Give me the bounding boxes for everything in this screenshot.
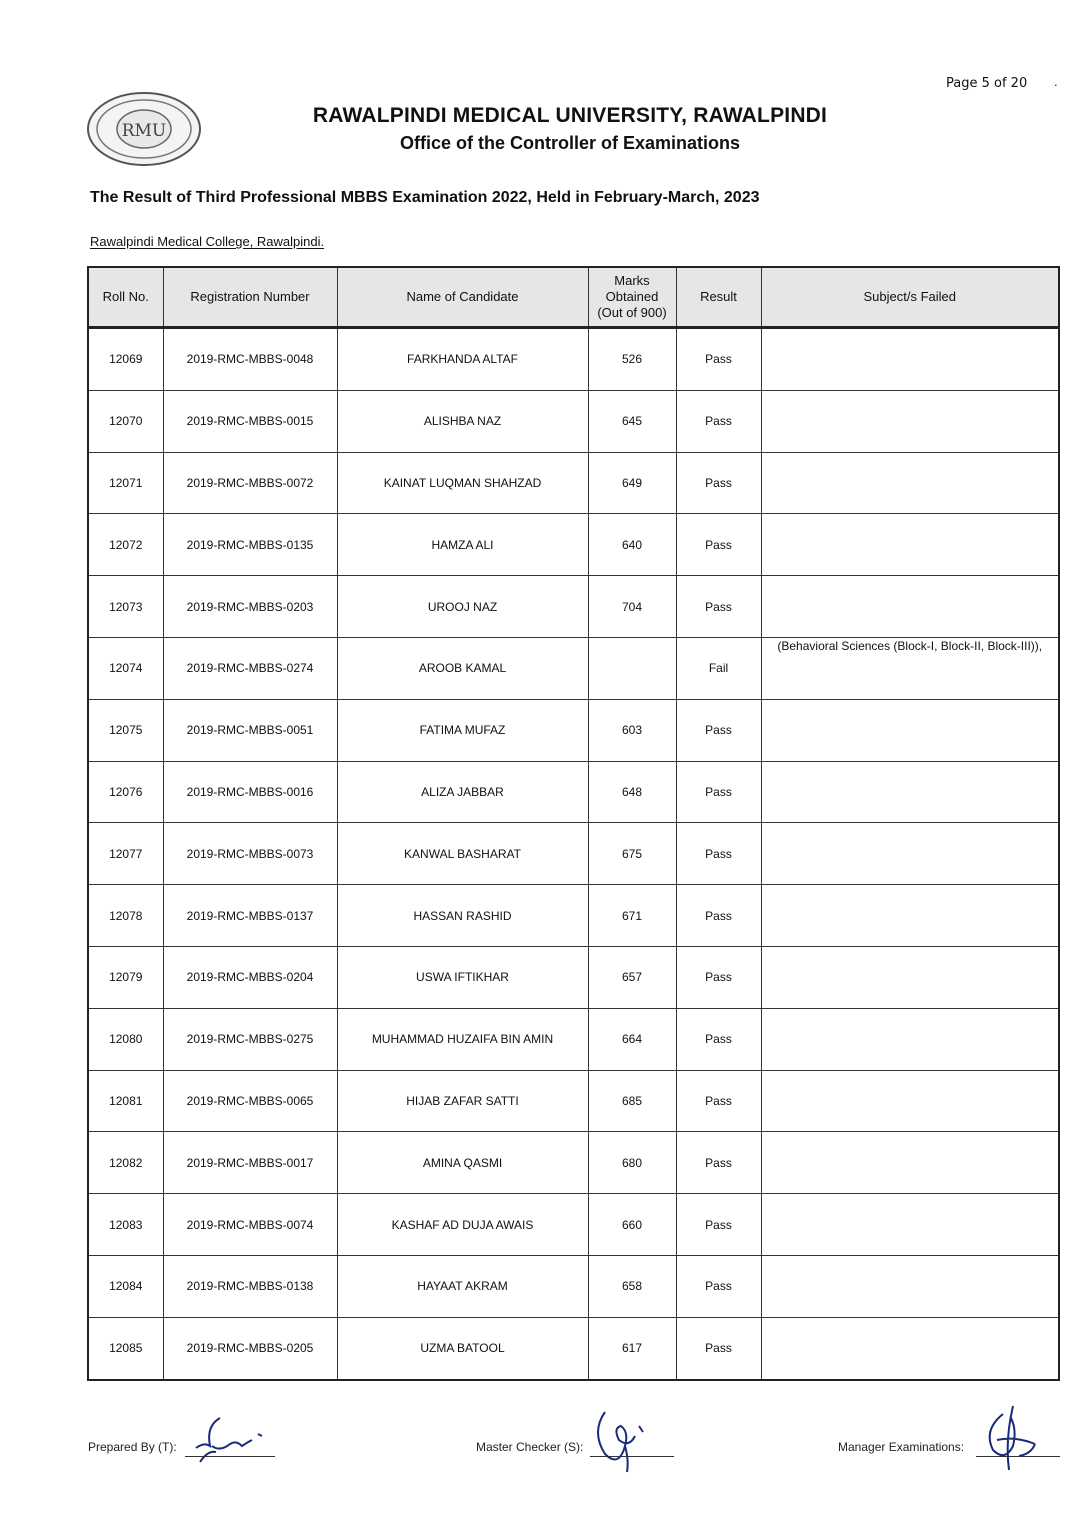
cell-candidate-name: ALISHBA NAZ (337, 390, 588, 452)
cell-result: Fail (676, 637, 761, 699)
cell-roll-no: 12083 (88, 1194, 163, 1256)
table-row (88, 946, 1059, 1008)
cell-roll-no: 12073 (88, 576, 163, 638)
prepared-by-label: Prepared By (T): (88, 1440, 177, 1454)
cell-candidate-name: UROOJ NAZ (337, 576, 588, 638)
cell-roll-no: 12069 (88, 328, 163, 391)
cell-marks-obtained: 671 (588, 885, 676, 947)
table-row (88, 576, 1059, 638)
table-row (88, 452, 1059, 514)
cell-result: Pass (676, 699, 761, 761)
cell-result: Pass (676, 1255, 761, 1317)
table-row (88, 1008, 1059, 1070)
cell-marks-obtained: 657 (588, 946, 676, 1008)
table-row (88, 1317, 1059, 1379)
page-number: Page 5 of 20 (946, 76, 1028, 91)
table-row (88, 823, 1059, 885)
cell-subjects-failed (761, 1132, 1059, 1194)
table-row (88, 885, 1059, 947)
cell-registration-number: 2019-RMC-MBBS-0205 (163, 1317, 337, 1379)
cell-roll-no: 12075 (88, 699, 163, 761)
cell-roll-no: 12072 (88, 514, 163, 576)
cell-marks-obtained: 603 (588, 699, 676, 761)
cell-registration-number: 2019-RMC-MBBS-0072 (163, 452, 337, 514)
cell-result: Pass (676, 328, 761, 391)
cell-candidate-name: MUHAMMAD HUZAIFA BIN AMIN (337, 1008, 588, 1070)
cell-candidate-name: ALIZA JABBAR (337, 761, 588, 823)
cell-roll-no: 12076 (88, 761, 163, 823)
header-roll-no: Roll No. (88, 267, 163, 328)
cell-registration-number: 2019-RMC-MBBS-0203 (163, 576, 337, 638)
seal-monogram: RMU (121, 121, 167, 141)
cell-marks-obtained (588, 637, 676, 699)
page-marker: . (1054, 74, 1058, 89)
cell-marks-obtained: 660 (588, 1194, 676, 1256)
cell-marks-obtained: 664 (588, 1008, 676, 1070)
cell-marks-obtained: 640 (588, 514, 676, 576)
cell-roll-no: 12077 (88, 823, 163, 885)
cell-registration-number: 2019-RMC-MBBS-0065 (163, 1070, 337, 1132)
results-table (87, 266, 1060, 1381)
manager-signature-icon (975, 1400, 1055, 1475)
cell-candidate-name: USWA IFTIKHAR (337, 946, 588, 1008)
cell-subjects-failed (761, 761, 1059, 823)
cell-result: Pass (676, 823, 761, 885)
header-marks-obtained (588, 267, 676, 328)
header-candidate-name: Name of Candidate (337, 267, 588, 328)
cell-registration-number: 2019-RMC-MBBS-0074 (163, 1194, 337, 1256)
cell-candidate-name: HAYAAT AKRAM (337, 1255, 588, 1317)
cell-candidate-name: KAINAT LUQMAN SHAHZAD (337, 452, 588, 514)
table-body (88, 328, 1059, 1380)
master-checker-label: Master Checker (S): (476, 1440, 584, 1454)
cell-candidate-name: HAMZA ALI (337, 514, 588, 576)
cell-result: Pass (676, 761, 761, 823)
cell-subjects-failed (761, 390, 1059, 452)
cell-registration-number: 2019-RMC-MBBS-0017 (163, 1132, 337, 1194)
cell-subjects-failed (761, 823, 1059, 885)
cell-roll-no: 12081 (88, 1070, 163, 1132)
cell-candidate-name: HIJAB ZAFAR SATTI (337, 1070, 588, 1132)
cell-candidate-name: FATIMA MUFAZ (337, 699, 588, 761)
cell-subjects-failed (761, 514, 1059, 576)
cell-marks-obtained: 617 (588, 1317, 676, 1379)
header-subjects-failed: Subject/s Failed (761, 267, 1059, 328)
cell-result: Pass (676, 576, 761, 638)
header-result: Result (676, 267, 761, 328)
cell-subjects-failed (761, 946, 1059, 1008)
cell-marks-obtained: 648 (588, 761, 676, 823)
cell-subjects-failed (761, 699, 1059, 761)
cell-roll-no: 12078 (88, 885, 163, 947)
cell-registration-number: 2019-RMC-MBBS-0016 (163, 761, 337, 823)
cell-roll-no: 12079 (88, 946, 163, 1008)
cell-marks-obtained: 704 (588, 576, 676, 638)
cell-registration-number: 2019-RMC-MBBS-0051 (163, 699, 337, 761)
cell-result: Pass (676, 1194, 761, 1256)
cell-registration-number: 2019-RMC-MBBS-0015 (163, 390, 337, 452)
table-row (88, 1194, 1059, 1256)
cell-subjects-failed (761, 1008, 1059, 1070)
prepared-by-signature-icon (190, 1412, 270, 1467)
cell-result: Pass (676, 1317, 761, 1379)
cell-marks-obtained: 658 (588, 1255, 676, 1317)
cell-roll-no: 12071 (88, 452, 163, 514)
cell-result: Pass (676, 452, 761, 514)
university-seal-icon (86, 92, 206, 167)
cell-result: Pass (676, 514, 761, 576)
cell-registration-number: 2019-RMC-MBBS-0275 (163, 1008, 337, 1070)
university-title: RAWALPINDI MEDICAL UNIVERSITY, RAWALPINDI (312, 104, 828, 127)
table-row (88, 1132, 1059, 1194)
cell-roll-no: 12080 (88, 1008, 163, 1070)
table-row (88, 637, 1059, 699)
table-row (88, 1255, 1059, 1317)
cell-marks-obtained: 526 (588, 328, 676, 391)
header-marks-line2: Obtained (605, 289, 659, 304)
cell-marks-obtained: 675 (588, 823, 676, 885)
college-name: Rawalpindi Medical College, Rawalpindi. (90, 234, 325, 249)
table-row (88, 761, 1059, 823)
cell-result: Pass (676, 946, 761, 1008)
result-title: The Result of Third Professional MBBS Examination 2022, Held in February-March, 2023 (90, 189, 760, 206)
table-row (88, 699, 1059, 761)
cell-registration-number: 2019-RMC-MBBS-0073 (163, 823, 337, 885)
table-row (88, 328, 1059, 391)
cell-result: Pass (676, 390, 761, 452)
table-header-row (88, 267, 1059, 328)
manager-examinations-label: Manager Examinations: (838, 1440, 965, 1454)
cell-subjects-failed (761, 576, 1059, 638)
cell-registration-number: 2019-RMC-MBBS-0048 (163, 328, 337, 391)
cell-roll-no: 12070 (88, 390, 163, 452)
table-row (88, 514, 1059, 576)
header-registration-number: Registration Number (163, 267, 337, 328)
cell-registration-number: 2019-RMC-MBBS-0137 (163, 885, 337, 947)
master-checker-signature-icon (585, 1402, 665, 1474)
cell-result: Pass (676, 1070, 761, 1132)
cell-marks-obtained: 680 (588, 1132, 676, 1194)
cell-marks-obtained: 649 (588, 452, 676, 514)
cell-result: Pass (676, 1132, 761, 1194)
office-subtitle: Office of the Controller of Examinations (399, 133, 741, 153)
cell-candidate-name: UZMA BATOOL (337, 1317, 588, 1379)
cell-result: Pass (676, 885, 761, 947)
cell-candidate-name: KASHAF AD DUJA AWAIS (337, 1194, 588, 1256)
header-marks-line3: (Out of 900) (597, 305, 667, 320)
cell-candidate-name: FARKHANDA ALTAF (337, 328, 588, 391)
cell-result: Pass (676, 1008, 761, 1070)
header-marks-line1: Marks (614, 273, 650, 288)
cell-roll-no: 12084 (88, 1255, 163, 1317)
cell-registration-number: 2019-RMC-MBBS-0204 (163, 946, 337, 1008)
cell-marks-obtained: 645 (588, 390, 676, 452)
table-row (88, 1070, 1059, 1132)
cell-registration-number: 2019-RMC-MBBS-0274 (163, 637, 337, 699)
cell-subjects-failed (761, 1317, 1059, 1379)
cell-subjects-failed (761, 1070, 1059, 1132)
cell-roll-no: 12082 (88, 1132, 163, 1194)
cell-subjects-failed (761, 1255, 1059, 1317)
cell-subjects-failed (761, 885, 1059, 947)
cell-candidate-name: AROOB KAMAL (337, 637, 588, 699)
cell-subjects-failed: (Behavioral Sciences (Block-I, Block-II, Block-III)), (761, 637, 1059, 699)
cell-candidate-name: AMINA QASMI (337, 1132, 588, 1194)
cell-subjects-failed (761, 452, 1059, 514)
table-row (88, 390, 1059, 452)
cell-registration-number: 2019-RMC-MBBS-0135 (163, 514, 337, 576)
cell-roll-no: 12085 (88, 1317, 163, 1379)
cell-subjects-failed (761, 1194, 1059, 1256)
cell-candidate-name: KANWAL BASHARAT (337, 823, 588, 885)
cell-candidate-name: HASSAN RASHID (337, 885, 588, 947)
cell-marks-obtained: 685 (588, 1070, 676, 1132)
cell-registration-number: 2019-RMC-MBBS-0138 (163, 1255, 337, 1317)
cell-roll-no: 12074 (88, 637, 163, 699)
cell-subjects-failed (761, 328, 1059, 391)
